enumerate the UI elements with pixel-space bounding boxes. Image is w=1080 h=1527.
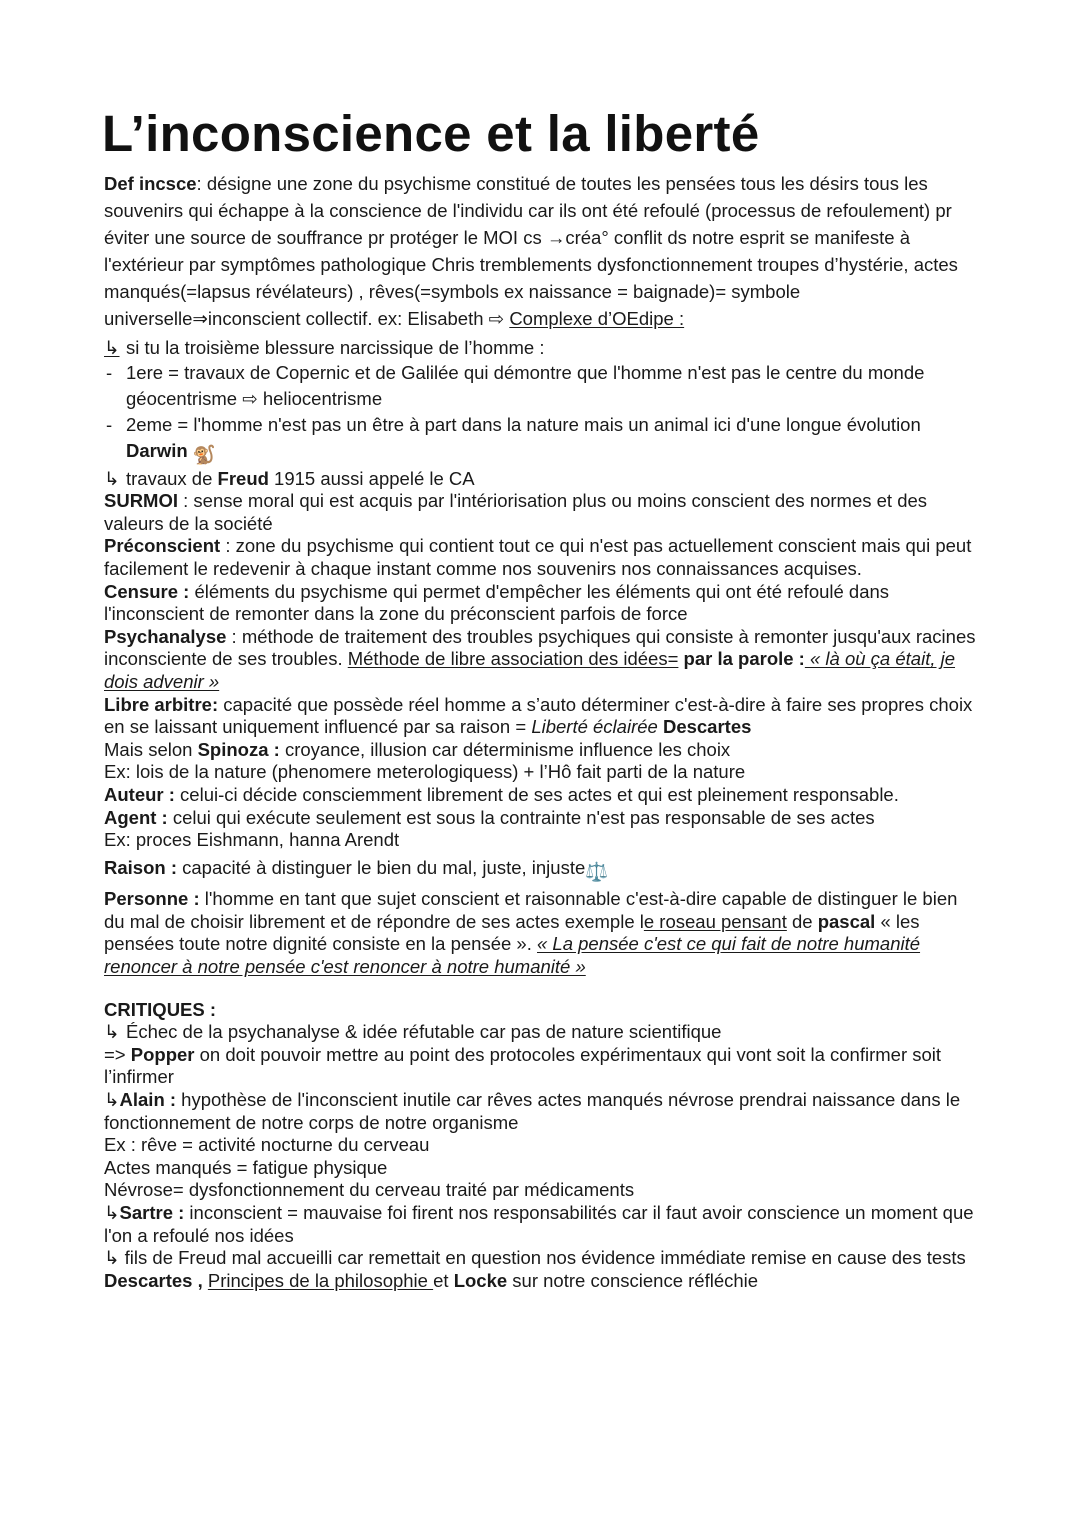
notes-body bbox=[104, 170, 980, 1292]
arrow-icon: ↳ bbox=[104, 467, 120, 489]
def-label: Def incsce bbox=[104, 173, 197, 194]
list-item: - 2eme = l'homme n'est pas un être à part dans la nature mais un animal ici d'une longue évolution Darwin 🐒 bbox=[104, 412, 980, 468]
def-preconscient: Préconscient : zone du psychisme qui contient tout ce qui n'est pas actuellement conscient mais qui peut facilement le redevenir à chaque instant comme nos souvenirs nos connaissances acquises. bbox=[104, 535, 972, 579]
def-raison: Raison : capacité à distinguer le bien du mal, juste, injuste⚖️ bbox=[104, 856, 609, 882]
ex-nature: Ex: lois de la nature (phenomere meterologiquess) + l’Hô fait parti de la nature bbox=[104, 761, 746, 783]
arrow-icon: ↳ bbox=[104, 1247, 120, 1269]
wound-intro: ↳ si tu la troisième blessure narcissique de l’homme : bbox=[104, 337, 545, 358]
critique-alain: ↳Alain : hypothèse de l'inconscient inutile car rêves actes manqués névrose prendrai naissance dans le fonctionnement de notre corps de notre organisme bbox=[104, 1089, 961, 1133]
scales-icon: ⚖️ bbox=[585, 860, 609, 882]
def-auteur: Auteur : celui-ci décide consciemment librement de ses actes et qui est pleinement responsable. bbox=[104, 783, 899, 805]
quote: « La pensée c'est ce qui fait de notre humanité renoncer à notre pensée c'est renoncer à notre humanité » bbox=[104, 933, 921, 978]
def-psychanalyse: Psychanalyse : méthode de traitement des troubles psychiques qui consiste à remonter jusqu'aux racines inconsciente de ses troubles. Méthode de libre association des idées= par la parole : « là où ça était, je dois advenir » bbox=[104, 625, 976, 692]
quote: « là où ça était, je dois advenir » bbox=[104, 648, 956, 692]
nevrose: Névrose= dysfonctionnement du cerveau traité par médicaments bbox=[104, 1179, 635, 1201]
arrow-icon: ↳ bbox=[104, 337, 120, 358]
critique-echec: ↳ Échec de la psychanalyse & idée réfutable car pas de nature scientifique bbox=[104, 1021, 722, 1043]
def-surmoi: SURMOI : sense moral qui est acquis par l'intériorisation plus ou moins conscient des normes et des valeurs de la société bbox=[104, 490, 928, 534]
wound-list bbox=[104, 360, 980, 468]
arrow-icon: ↳ bbox=[104, 1089, 120, 1111]
section-spacer bbox=[104, 979, 980, 999]
monkey-icon: 🐒 bbox=[192, 443, 216, 465]
page-title: L’inconscience et la liberté bbox=[102, 105, 760, 162]
list-item: - 1ere = travaux de Copernic et de Galilée qui démontre que l'homme n'est pas le centre du monde géocentrisme ⇨ heliocentrisme bbox=[104, 360, 980, 412]
freud-line: ↳ travaux de Freud 1915 aussi appelé le CA bbox=[104, 467, 475, 489]
ex-proces: Ex: proces Eishmann, hanna Arendt bbox=[104, 829, 400, 851]
actes-manques: Actes manqués = fatigue physique bbox=[104, 1156, 388, 1178]
critique-sartre: ↳Sartre : inconscient = mauvaise foi firent nos responsabilités car il faut avoir conscience un moment que l'on a refoulé nos idées bbox=[104, 1202, 974, 1246]
arrow-icon: ↳ bbox=[104, 1021, 120, 1043]
critiques-heading: CRITIQUES : bbox=[104, 998, 217, 1020]
def-agent: Agent : celui qui exécute seulement est sous la contrainte n'est pas responsable de ses actes bbox=[104, 806, 875, 828]
complexe-oedipe-link: Complexe d’OEdipe : bbox=[509, 308, 685, 329]
critique-popper: => Popper on doit pouvoir mettre au point des protocoles expérimentaux qui vont soit la confirmer soit l’infirmer bbox=[104, 1043, 942, 1088]
ex-reve: Ex : rêve = activité nocturne du cerveau bbox=[104, 1134, 430, 1156]
critique-fils: ↳ fils de Freud mal accueilli car remettait en question nos évidence immédiate remise en cause des tests Descartes , Principes de la philosophie et Locke sur notre conscience réfléchie bbox=[104, 1247, 966, 1291]
def-libre-arbitre: Libre arbitre: capacité que possède réel homme a s’auto déterminer c'est-à-dire à faire ses propres choix en se laissant uniquement influencé par sa raison = Liberté éclairée Descartes bbox=[104, 693, 973, 738]
def-personne: Personne : l'homme en tant que sujet conscient et raisonnable c'est-à-dire capable de distinguer le bien du mal de choisir librement et de répondre de ses actes exemple le roseau pensant de pascal « les pensées toute notre dignité consiste en la pensée ». « La pensée c'est ce qui fait de notre humanité renoncer à notre pensée c'est renoncer à notre humanité » bbox=[104, 888, 958, 978]
def-censure: Censure : éléments du psychisme qui permet d'empêcher les éléments qui ont été refoulé dans l'inconscient de remonter dans la zone du préconscient parfois de force bbox=[104, 580, 890, 625]
spinoza-line: Mais selon Spinoza : croyance, illusion car déterminisme influence les choix bbox=[104, 738, 731, 760]
definition-inconscience: Def incsce: désigne une zone du psychisme constitué de toutes les pensées tous les désirs tous les souvenirs qui échappe à la conscience de l'individu car ils ont été refoulé (processus de refoulement) pr éviter une source de souffrance pr protéger le MOI cs →créa° conflit ds notre esprit se manifeste à l'extérieur par symptômes pathologique Chris tremblements dysfonctionnement troupes d’hystérie, actes manqués(=lapsus révélateurs) , rêves(=symbols ex naissance = baignade)= symbole universelle⇒inconscient collectif. ex: Elisabeth ⇨ Complexe d’OEdipe : bbox=[104, 173, 958, 329]
arrow-icon: ↳ bbox=[104, 1202, 120, 1223]
